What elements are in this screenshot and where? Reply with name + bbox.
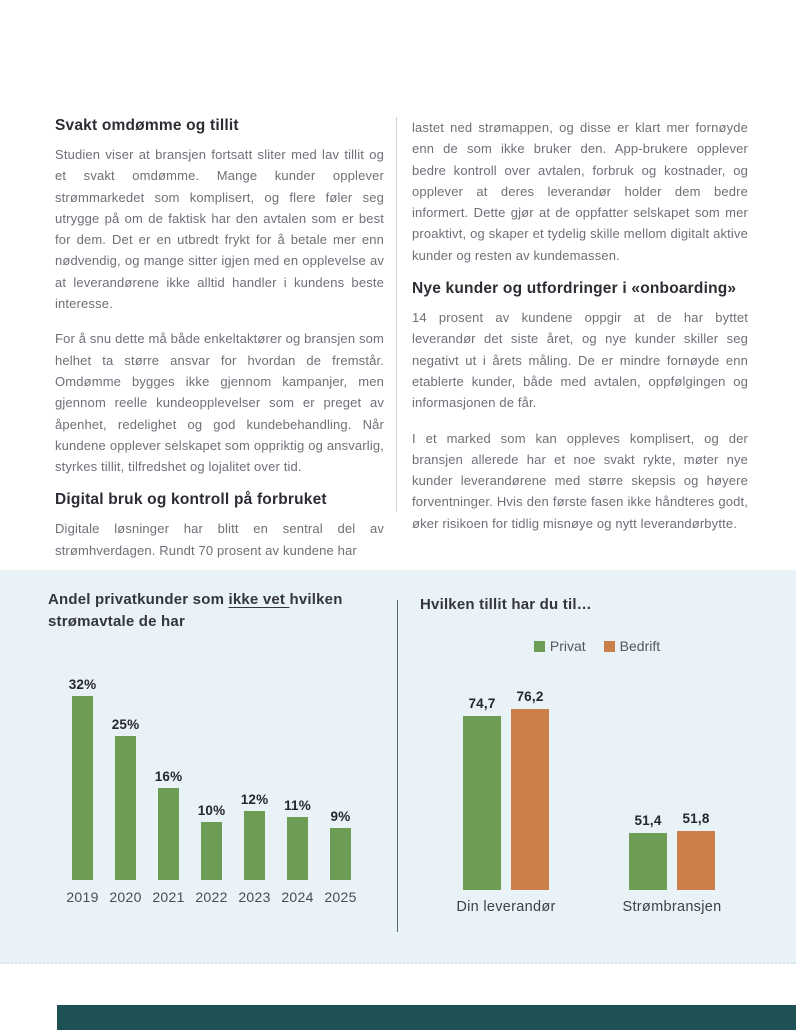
chart-legend — [398, 638, 796, 654]
section-heading-svakt-omdomme: Svakt omdømme og tillit — [55, 117, 239, 134]
bar — [511, 709, 549, 890]
bar-pair — [629, 685, 715, 890]
chart-panel — [0, 570, 796, 964]
legend-item-bedrift — [604, 638, 660, 654]
bar — [330, 828, 351, 880]
bar-group — [276, 798, 319, 905]
bar-value-label: 32% — [68, 677, 97, 692]
bar-value-label: 11% — [284, 798, 311, 813]
chart-divider — [397, 600, 398, 932]
x-axis-label: Strømbransjen — [622, 899, 722, 915]
x-axis-label: 2025 — [324, 889, 357, 905]
right-chart-title: Hvilken tillit har du til… — [420, 596, 592, 613]
legend-item-privat — [534, 638, 586, 654]
x-axis-label: 2020 — [109, 889, 142, 905]
bar — [287, 817, 308, 880]
x-axis-label: 2021 — [152, 889, 185, 905]
bar-column — [511, 689, 549, 890]
section-heading-nye-kunder: Nye kunder og utfordringer i «onboarding» — [412, 280, 737, 298]
bar — [201, 822, 222, 880]
bar-value-label: 51,4 — [634, 813, 662, 828]
bar-value-label: 16% — [154, 769, 183, 784]
column-divider — [396, 117, 397, 512]
bar-value-label: 9% — [330, 809, 351, 824]
right-chart-group-strombransjen — [616, 685, 728, 915]
bar-group — [104, 717, 147, 905]
bar-column — [629, 813, 667, 890]
bar-value-label: 25% — [111, 717, 140, 732]
paragraph: Digitale løsninger har blitt en sentral del av strømhverdagen. Rundt 70 prosent av kundene har — [55, 521, 384, 558]
legend-label-privat: Privat — [549, 638, 586, 654]
bar-value-label: 74,7 — [468, 696, 496, 711]
bar-group — [147, 769, 190, 905]
bar-group — [190, 803, 233, 905]
x-axis-label: 2024 — [281, 889, 314, 905]
right-chart-group-din-leverandor — [450, 685, 562, 915]
bar-group — [233, 792, 276, 905]
bar-value-label: 12% — [240, 792, 269, 807]
bar-value-label: 76,2 — [516, 689, 544, 704]
x-axis-label: Din leverandør — [456, 899, 556, 915]
section-heading-digital-bruk: Digital bruk og kontroll på forbruket — [55, 491, 327, 509]
bar-column — [463, 696, 501, 890]
bar — [158, 788, 179, 880]
paragraph: 14 prosent av kundene oppgir at de har byttet leverandør det siste året, og nye kunder skiller seg negativt ut i årets måling. De er mindre fornøyde enn etablerte kunder, både med avtalen, oppfølgingen og informasjonen de får. — [412, 310, 748, 411]
bar-group — [319, 809, 362, 905]
left-chart-title-prefix: Andel privatkunder som — [48, 591, 229, 608]
left-chart-title-suffix: hvilken strømavtale de har — [48, 591, 343, 630]
bar — [463, 716, 501, 890]
paragraph: Studien viser at bransjen fortsatt sliter med lav tillit og et svakt omdømme. Mange kunder opplever strømmarkedet som komplisert, og flere føler seg utrygge på om de faktisk har den avtalen som er best for dem. Det er en utbredt frykt for å betale mer enn nødvendig, og mange sitter igjen med en opplevelse av at leverandørene ikke alltid handler i kundens beste interesse. — [55, 147, 384, 312]
bar — [629, 833, 667, 890]
bar-column — [677, 811, 715, 890]
text-column-right — [412, 117, 748, 548]
legend-label-bedrift: Bedrift — [619, 638, 661, 654]
legend-swatch-bedrift — [604, 641, 615, 652]
paragraph: I et marked som kan oppleves komplisert, og der bransjen allerede har et noe svakt rykte, møter nye kunder leverandørene med større skepsis og høyere forventninger. Hvis den første fasen ikke håndteres godt, øker risikoen for tidlig misnøye og nytt leverandørbytte. — [412, 430, 748, 531]
bar — [115, 736, 136, 880]
x-axis-label: 2022 — [195, 889, 228, 905]
left-chart-title — [48, 589, 378, 633]
bar-value-label: 51,8 — [682, 811, 710, 826]
paragraph: For å snu dette må både enkeltaktører og bransjen som helhet ta større ansvar for hvordan de fremstår. Omdømme bygges ikke gjennom kampanjer, men gjennom reelle kundeopplevelser som er preget av åpenhet, redelighet og god kundebehandling. Når kundene opplever selskapet som oppriktig og ansvarlig, styrkes tillit, tilfredshet og lojalitet over tid. — [55, 331, 384, 475]
x-axis-label: 2019 — [66, 889, 99, 905]
bar-value-label: 10% — [197, 803, 226, 818]
bar-group — [61, 677, 104, 905]
bar — [677, 831, 715, 890]
paragraph: lastet ned strømappen, og disse er klart mer fornøyde enn de som ikke bruker den. App-brukere opplever bedre kontroll over avtalen, forbruk og kostnader, og opplever at deres leverandør holder dem bedre informert. Dette gjør at de oppfatter selskapet som mer proaktivt, og skaper et tydelig skille mellom digitalt aktive kunder og resten av kundemassen. — [412, 120, 748, 263]
bar-pair — [463, 685, 549, 890]
left-bar-chart — [61, 677, 362, 905]
legend-swatch-privat — [534, 641, 545, 652]
bar — [72, 696, 93, 880]
bar — [244, 811, 265, 880]
left-chart-title-underlined: ikke vet — [228, 591, 290, 608]
x-axis-label: 2023 — [238, 889, 271, 905]
text-column-left — [55, 117, 384, 575]
footer-bar — [57, 1005, 796, 1030]
